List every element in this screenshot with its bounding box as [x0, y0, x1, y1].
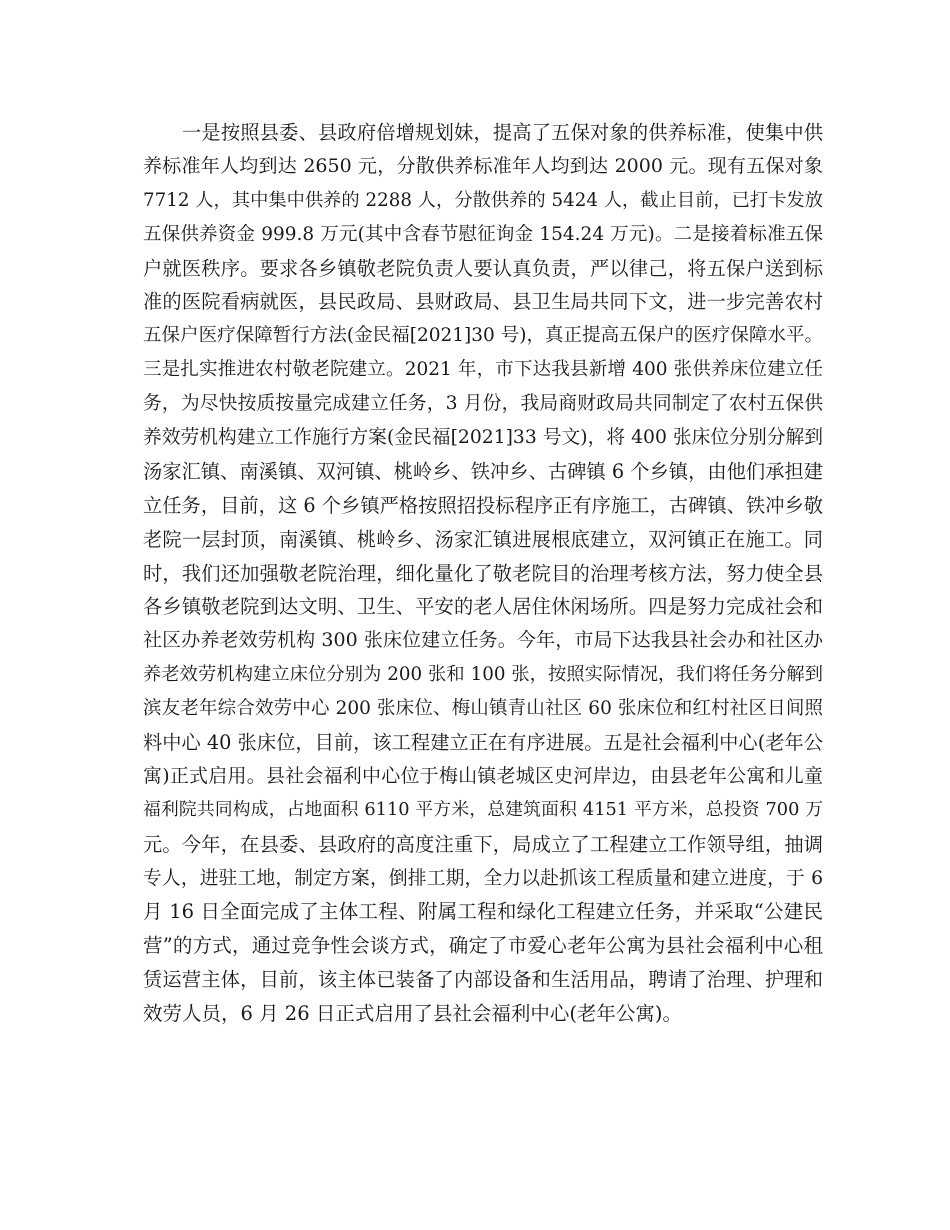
text-line: 效劳人员，6 月 26 日正式启用了县社会福利中心(老年公寓)。 — [143, 1002, 683, 1026]
text-line: 五保户医疗保障暂行方法(金民福[2021]30 号)，真正提高五保户的医疗保障水平。 — [143, 325, 823, 347]
text-line: 专人，进驻工地，制定方案，倒排工期，全力以赴抓该工程质量和建立进度，于 6 — [143, 867, 823, 889]
text-line: 寓)正式启用。县社会福利中心位于梅山镇老城区史河岸边，由县老年公寓和儿童 — [143, 764, 823, 787]
text-line: 赁运营主体，目前，该主体已装备了内部设备和生活用品，聘请了治理、护理和 — [143, 968, 823, 992]
text-line: 养效劳机构建立工作施行方案(金民福[2021]33 号文)，将 400 张床位分别分解到 — [143, 427, 823, 449]
text-line: 料中心 40 张床位，目前，该工程建立正在有序进展。五是社会福利中心(老年公 — [143, 731, 823, 755]
text-line: 养老效劳机构建立床位分别为 200 张和 100 张，按照实际情况，我们将任务分解到 — [143, 664, 823, 686]
text-line: 户就医秩序。要求各乡镇敬老院负责人要认真负责，严以律己，将五保户送到标 — [143, 256, 823, 280]
text-line: 营”的方式，通过竞争性会谈方式，确定了市爱心老年公寓为县社会福利中心租 — [143, 934, 823, 958]
text-line: 务，为尽快按质按量完成建立任务，3 月份，我局商财政局共同制定了农村五保供 — [143, 393, 823, 415]
text-line: 时，我们还加强敬老院治理，细化量化了敬老院目的治理考核方法，努力使全县 — [143, 561, 823, 585]
text-line: 三是扎实推进农村敬老院建立。2021 年，市下达我县新增 400 张供养床位建立任 — [143, 359, 823, 381]
text-line: 准的医院看病就医，县民政局、县财政局、县卫生局共同下文，进一步完善农村 — [143, 290, 823, 314]
text-line: 一是按照县委、县政府倍增规划妹，提高了五保对象的供养标准，使集中供 — [182, 121, 823, 144]
text-line: 7712 人，其中集中供养的 2288 人，分散供养的 5424 人，截止目前，已打卡发放 — [143, 189, 823, 211]
text-line: 社区办养老效劳机构 300 张床位建立任务。今年，市局下达我县社会办和社区办 — [143, 629, 823, 652]
text-line: 立任务，目前，这 6 个乡镇严格按照招投标程序正有序施工，古碑镇、铁冲乡敬 — [143, 493, 823, 517]
text-line: 养标准年人均到达 2650 元，分散供养标准年人均到达 2000 元。现有五保对象 — [143, 154, 823, 177]
text-line: 各乡镇敬老院到达文明、卫生、平安的老人居住休闲场所。四是努力完成社会和 — [143, 595, 823, 619]
text-line: 月 16 日全面完成了主体工程、附属工程和绿化工程建立任务，并采取“公建民 — [143, 900, 823, 924]
text-line: 汤家汇镇、南溪镇、双河镇、桃岭乡、铁冲乡、古碑镇 6 个乡镇，由他们承担建 — [143, 459, 823, 483]
body-paragraph — [143, 116, 823, 1031]
text-line: 元。今年，在县委、县政府的高度注重下，局成立了工程建立工作领导组，抽调 — [143, 832, 823, 856]
text-line: 福利院共同构成，占地面积 6110 平方米，总建筑面积 4151 平方米，总投资 700 万 — [143, 799, 823, 820]
text-line: 五保供养资金 999.8 万元(其中含春节慰征询金 154.24 万元)。二是接着标准五保 — [143, 223, 823, 245]
text-line: 滨友老年综合效劳中心 200 张床位、梅山镇青山社区 60 张床位和红村社区日间照 — [143, 698, 823, 720]
text-line: 老院一层封顶，南溪镇、桃岭乡、汤家汇镇进展根底建立，双河镇正在施工。同 — [143, 527, 823, 551]
